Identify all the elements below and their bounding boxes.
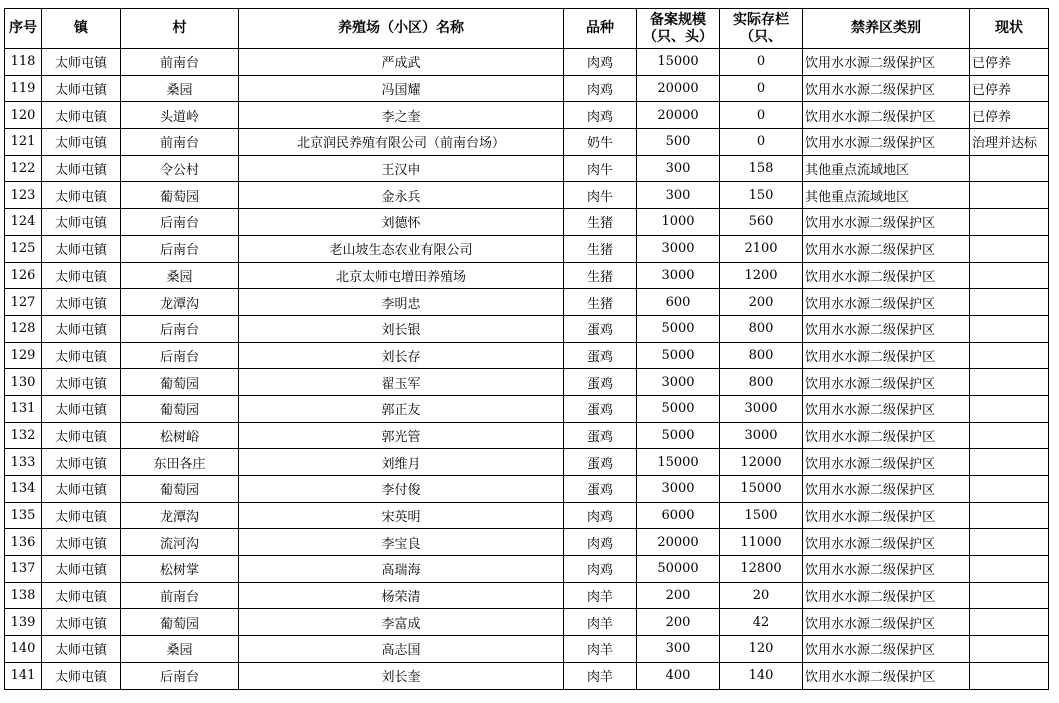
cell-town: 太师屯镇 — [42, 209, 121, 236]
cell-farm-name: 王汉申 — [239, 155, 564, 182]
cell-status — [970, 476, 1049, 503]
cell-actual-stock: 12800 — [720, 556, 803, 583]
cell-index: 136 — [5, 529, 42, 556]
header-row — [5, 9, 1049, 49]
cell-zone-category: 饮用水水源二级保护区 — [803, 49, 970, 76]
table-row — [5, 262, 1049, 289]
cell-zone-category: 饮用水水源二级保护区 — [803, 636, 970, 663]
cell-farm-name: 翟玉军 — [239, 369, 564, 396]
cell-town: 太师屯镇 — [42, 422, 121, 449]
table-body — [5, 49, 1049, 690]
cell-status: 已停养 — [970, 102, 1049, 129]
cell-zone-category: 饮用水水源二级保护区 — [803, 502, 970, 529]
cell-zone-category: 饮用水水源二级保护区 — [803, 476, 970, 503]
cell-town: 太师屯镇 — [42, 582, 121, 609]
cell-town: 太师屯镇 — [42, 502, 121, 529]
cell-village: 桑园 — [121, 636, 239, 663]
cell-breed: 肉鸡 — [564, 529, 637, 556]
cell-village: 龙潭沟 — [121, 289, 239, 316]
cell-registered-scale: 20000 — [637, 529, 720, 556]
cell-index: 118 — [5, 49, 42, 76]
table-row — [5, 342, 1049, 369]
cell-index: 138 — [5, 582, 42, 609]
cell-farm-name: 高瑞海 — [239, 556, 564, 583]
cell-breed: 生猪 — [564, 235, 637, 262]
cell-town: 太师屯镇 — [42, 289, 121, 316]
table-row — [5, 182, 1049, 209]
cell-index: 122 — [5, 155, 42, 182]
cell-breed: 蛋鸡 — [564, 449, 637, 476]
cell-village: 后南台 — [121, 342, 239, 369]
cell-farm-name: 冯国耀 — [239, 75, 564, 102]
header-farm-name: 养殖场（小区）名称 — [239, 9, 564, 49]
cell-status — [970, 262, 1049, 289]
cell-zone-category: 饮用水水源二级保护区 — [803, 209, 970, 236]
cell-village: 前南台 — [121, 582, 239, 609]
cell-town: 太师屯镇 — [42, 609, 121, 636]
cell-town: 太师屯镇 — [42, 315, 121, 342]
cell-zone-category: 饮用水水源二级保护区 — [803, 102, 970, 129]
cell-status — [970, 342, 1049, 369]
cell-farm-name: 郭光管 — [239, 422, 564, 449]
cell-status — [970, 636, 1049, 663]
cell-breed: 生猪 — [564, 209, 637, 236]
cell-index: 130 — [5, 369, 42, 396]
table-row — [5, 289, 1049, 316]
table-row — [5, 209, 1049, 236]
cell-village: 前南台 — [121, 49, 239, 76]
cell-index: 133 — [5, 449, 42, 476]
table-row — [5, 582, 1049, 609]
cell-actual-stock: 0 — [720, 102, 803, 129]
cell-town: 太师屯镇 — [42, 49, 121, 76]
cell-breed: 肉羊 — [564, 609, 637, 636]
cell-zone-category: 饮用水水源二级保护区 — [803, 395, 970, 422]
cell-registered-scale: 5000 — [637, 395, 720, 422]
cell-village: 葡萄园 — [121, 369, 239, 396]
cell-village: 桑园 — [121, 75, 239, 102]
cell-registered-scale: 3000 — [637, 369, 720, 396]
cell-farm-name: 李明忠 — [239, 289, 564, 316]
cell-breed: 肉鸡 — [564, 556, 637, 583]
table-row — [5, 395, 1049, 422]
cell-farm-name: 刘长奎 — [239, 662, 564, 689]
table-row — [5, 662, 1049, 689]
cell-status — [970, 315, 1049, 342]
cell-index: 135 — [5, 502, 42, 529]
cell-index: 129 — [5, 342, 42, 369]
cell-farm-name: 李富成 — [239, 609, 564, 636]
cell-breed: 生猪 — [564, 262, 637, 289]
cell-village: 头道岭 — [121, 102, 239, 129]
table-row — [5, 636, 1049, 663]
cell-registered-scale: 6000 — [637, 502, 720, 529]
cell-village: 葡萄园 — [121, 476, 239, 503]
cell-actual-stock: 3000 — [720, 395, 803, 422]
cell-registered-scale: 15000 — [637, 49, 720, 76]
cell-actual-stock: 12000 — [720, 449, 803, 476]
cell-village: 流河沟 — [121, 529, 239, 556]
cell-breed: 蛋鸡 — [564, 395, 637, 422]
cell-actual-stock: 800 — [720, 369, 803, 396]
cell-status — [970, 449, 1049, 476]
cell-registered-scale: 50000 — [637, 556, 720, 583]
cell-breed: 肉羊 — [564, 636, 637, 663]
cell-farm-name: 北京太师屯增田养殖场 — [239, 262, 564, 289]
cell-town: 太师屯镇 — [42, 155, 121, 182]
cell-registered-scale: 3000 — [637, 476, 720, 503]
cell-registered-scale: 15000 — [637, 449, 720, 476]
cell-index: 132 — [5, 422, 42, 449]
cell-registered-scale: 300 — [637, 182, 720, 209]
header-village: 村 — [121, 9, 239, 49]
cell-town: 太师屯镇 — [42, 449, 121, 476]
cell-breed: 肉鸡 — [564, 502, 637, 529]
cell-actual-stock: 2100 — [720, 235, 803, 262]
table-header — [5, 9, 1049, 49]
cell-farm-name: 严成武 — [239, 49, 564, 76]
cell-village: 葡萄园 — [121, 609, 239, 636]
cell-actual-stock: 1500 — [720, 502, 803, 529]
cell-zone-category: 饮用水水源二级保护区 — [803, 582, 970, 609]
header-registered-scale: 备案规模（只、头） — [637, 9, 720, 49]
cell-actual-stock: 120 — [720, 636, 803, 663]
cell-village: 龙潭沟 — [121, 502, 239, 529]
cell-index: 119 — [5, 75, 42, 102]
cell-status — [970, 502, 1049, 529]
cell-town: 太师屯镇 — [42, 369, 121, 396]
table-row — [5, 49, 1049, 76]
cell-zone-category: 饮用水水源二级保护区 — [803, 315, 970, 342]
cell-actual-stock: 0 — [720, 129, 803, 156]
cell-town: 太师屯镇 — [42, 129, 121, 156]
cell-farm-name: 宋英明 — [239, 502, 564, 529]
cell-index: 121 — [5, 129, 42, 156]
table-row — [5, 315, 1049, 342]
table-row — [5, 609, 1049, 636]
cell-town: 太师屯镇 — [42, 235, 121, 262]
cell-index: 131 — [5, 395, 42, 422]
cell-village: 后南台 — [121, 209, 239, 236]
cell-village: 后南台 — [121, 315, 239, 342]
cell-index: 123 — [5, 182, 42, 209]
cell-breed: 肉鸡 — [564, 75, 637, 102]
cell-village: 桑园 — [121, 262, 239, 289]
cell-breed: 肉羊 — [564, 582, 637, 609]
cell-farm-name: 刘长银 — [239, 315, 564, 342]
cell-status: 治理并达标 — [970, 129, 1049, 156]
cell-farm-name: 杨荣清 — [239, 582, 564, 609]
header-breed: 品种 — [564, 9, 637, 49]
cell-town: 太师屯镇 — [42, 75, 121, 102]
cell-registered-scale: 5000 — [637, 315, 720, 342]
table-row — [5, 129, 1049, 156]
cell-breed: 肉羊 — [564, 662, 637, 689]
cell-town: 太师屯镇 — [42, 342, 121, 369]
cell-registered-scale: 3000 — [637, 262, 720, 289]
cell-town: 太师屯镇 — [42, 662, 121, 689]
cell-breed: 生猪 — [564, 289, 637, 316]
cell-status: 已停养 — [970, 75, 1049, 102]
cell-village: 东田各庄 — [121, 449, 239, 476]
cell-town: 太师屯镇 — [42, 262, 121, 289]
cell-actual-stock: 0 — [720, 75, 803, 102]
cell-registered-scale: 200 — [637, 609, 720, 636]
cell-status — [970, 395, 1049, 422]
cell-registered-scale: 20000 — [637, 75, 720, 102]
cell-village: 松树掌 — [121, 556, 239, 583]
cell-status — [970, 556, 1049, 583]
cell-index: 141 — [5, 662, 42, 689]
cell-status — [970, 582, 1049, 609]
table-row — [5, 529, 1049, 556]
cell-status — [970, 369, 1049, 396]
cell-farm-name: 李之奎 — [239, 102, 564, 129]
table-row — [5, 75, 1049, 102]
cell-town: 太师屯镇 — [42, 182, 121, 209]
cell-actual-stock: 140 — [720, 662, 803, 689]
cell-actual-stock: 800 — [720, 342, 803, 369]
cell-registered-scale: 5000 — [637, 342, 720, 369]
cell-zone-category: 饮用水水源二级保护区 — [803, 235, 970, 262]
cell-registered-scale: 400 — [637, 662, 720, 689]
table-row — [5, 476, 1049, 503]
cell-town: 太师屯镇 — [42, 395, 121, 422]
cell-town: 太师屯镇 — [42, 556, 121, 583]
cell-actual-stock: 200 — [720, 289, 803, 316]
cell-farm-name: 郭正友 — [239, 395, 564, 422]
cell-village: 松树峪 — [121, 422, 239, 449]
cell-zone-category: 饮用水水源二级保护区 — [803, 662, 970, 689]
cell-breed: 蛋鸡 — [564, 422, 637, 449]
cell-status — [970, 155, 1049, 182]
cell-registered-scale: 200 — [637, 582, 720, 609]
cell-farm-name: 高志国 — [239, 636, 564, 663]
cell-status — [970, 235, 1049, 262]
cell-actual-stock: 1200 — [720, 262, 803, 289]
cell-zone-category: 其他重点流域地区 — [803, 182, 970, 209]
cell-status — [970, 422, 1049, 449]
table-row — [5, 102, 1049, 129]
cell-village: 后南台 — [121, 662, 239, 689]
header-status: 现状 — [970, 9, 1049, 49]
cell-index: 124 — [5, 209, 42, 236]
table-row — [5, 369, 1049, 396]
cell-farm-name: 刘长存 — [239, 342, 564, 369]
cell-zone-category: 饮用水水源二级保护区 — [803, 75, 970, 102]
cell-actual-stock: 20 — [720, 582, 803, 609]
header-town: 镇 — [42, 9, 121, 49]
cell-breed: 肉牛 — [564, 155, 637, 182]
cell-zone-category: 饮用水水源二级保护区 — [803, 289, 970, 316]
table-row — [5, 235, 1049, 262]
cell-registered-scale: 20000 — [637, 102, 720, 129]
cell-actual-stock: 800 — [720, 315, 803, 342]
cell-registered-scale: 600 — [637, 289, 720, 316]
cell-registered-scale: 300 — [637, 155, 720, 182]
cell-farm-name: 李宝良 — [239, 529, 564, 556]
cell-status — [970, 609, 1049, 636]
livestock-farm-table — [4, 8, 1049, 690]
table-row — [5, 502, 1049, 529]
cell-village: 后南台 — [121, 235, 239, 262]
cell-farm-name: 李付俊 — [239, 476, 564, 503]
header-actual-stock: 实际存栏（只、 — [720, 9, 803, 49]
cell-actual-stock: 3000 — [720, 422, 803, 449]
cell-status — [970, 529, 1049, 556]
cell-breed: 奶牛 — [564, 129, 637, 156]
cell-town: 太师屯镇 — [42, 102, 121, 129]
cell-index: 120 — [5, 102, 42, 129]
table-row — [5, 155, 1049, 182]
cell-status — [970, 289, 1049, 316]
cell-zone-category: 饮用水水源二级保护区 — [803, 556, 970, 583]
cell-registered-scale: 1000 — [637, 209, 720, 236]
cell-actual-stock: 150 — [720, 182, 803, 209]
cell-town: 太师屯镇 — [42, 636, 121, 663]
cell-zone-category: 其他重点流域地区 — [803, 155, 970, 182]
cell-breed: 肉鸡 — [564, 49, 637, 76]
cell-breed: 肉牛 — [564, 182, 637, 209]
cell-actual-stock: 0 — [720, 49, 803, 76]
cell-index: 126 — [5, 262, 42, 289]
cell-farm-name: 金永兵 — [239, 182, 564, 209]
cell-town: 太师屯镇 — [42, 529, 121, 556]
cell-status: 已停养 — [970, 49, 1049, 76]
cell-breed: 蛋鸡 — [564, 476, 637, 503]
cell-status — [970, 182, 1049, 209]
cell-zone-category: 饮用水水源二级保护区 — [803, 262, 970, 289]
cell-farm-name: 北京润民养殖有限公司（前南台场） — [239, 129, 564, 156]
cell-index: 128 — [5, 315, 42, 342]
table-row — [5, 422, 1049, 449]
cell-index: 125 — [5, 235, 42, 262]
cell-status — [970, 662, 1049, 689]
cell-farm-name: 老山坡生态农业有限公司 — [239, 235, 564, 262]
cell-village: 葡萄园 — [121, 182, 239, 209]
cell-index: 139 — [5, 609, 42, 636]
cell-actual-stock: 15000 — [720, 476, 803, 503]
cell-status — [970, 209, 1049, 236]
cell-zone-category: 饮用水水源二级保护区 — [803, 449, 970, 476]
cell-registered-scale: 3000 — [637, 235, 720, 262]
cell-village: 葡萄园 — [121, 395, 239, 422]
cell-actual-stock: 158 — [720, 155, 803, 182]
cell-actual-stock: 42 — [720, 609, 803, 636]
header-zone-category: 禁养区类别 — [803, 9, 970, 49]
cell-zone-category: 饮用水水源二级保护区 — [803, 422, 970, 449]
table-row — [5, 449, 1049, 476]
cell-breed: 蛋鸡 — [564, 369, 637, 396]
cell-registered-scale: 5000 — [637, 422, 720, 449]
table-row — [5, 556, 1049, 583]
cell-zone-category: 饮用水水源二级保护区 — [803, 369, 970, 396]
cell-index: 134 — [5, 476, 42, 503]
header-index: 序号 — [5, 9, 42, 49]
cell-farm-name: 刘德怀 — [239, 209, 564, 236]
cell-village: 令公村 — [121, 155, 239, 182]
cell-registered-scale: 300 — [637, 636, 720, 663]
cell-index: 140 — [5, 636, 42, 663]
cell-breed: 蛋鸡 — [564, 315, 637, 342]
cell-village: 前南台 — [121, 129, 239, 156]
cell-breed: 肉鸡 — [564, 102, 637, 129]
cell-breed: 蛋鸡 — [564, 342, 637, 369]
cell-actual-stock: 560 — [720, 209, 803, 236]
cell-index: 127 — [5, 289, 42, 316]
cell-registered-scale: 500 — [637, 129, 720, 156]
cell-index: 137 — [5, 556, 42, 583]
cell-town: 太师屯镇 — [42, 476, 121, 503]
cell-zone-category: 饮用水水源二级保护区 — [803, 342, 970, 369]
cell-zone-category: 饮用水水源二级保护区 — [803, 529, 970, 556]
cell-actual-stock: 11000 — [720, 529, 803, 556]
cell-farm-name: 刘维月 — [239, 449, 564, 476]
cell-zone-category: 饮用水水源二级保护区 — [803, 609, 970, 636]
cell-zone-category: 饮用水水源二级保护区 — [803, 129, 970, 156]
